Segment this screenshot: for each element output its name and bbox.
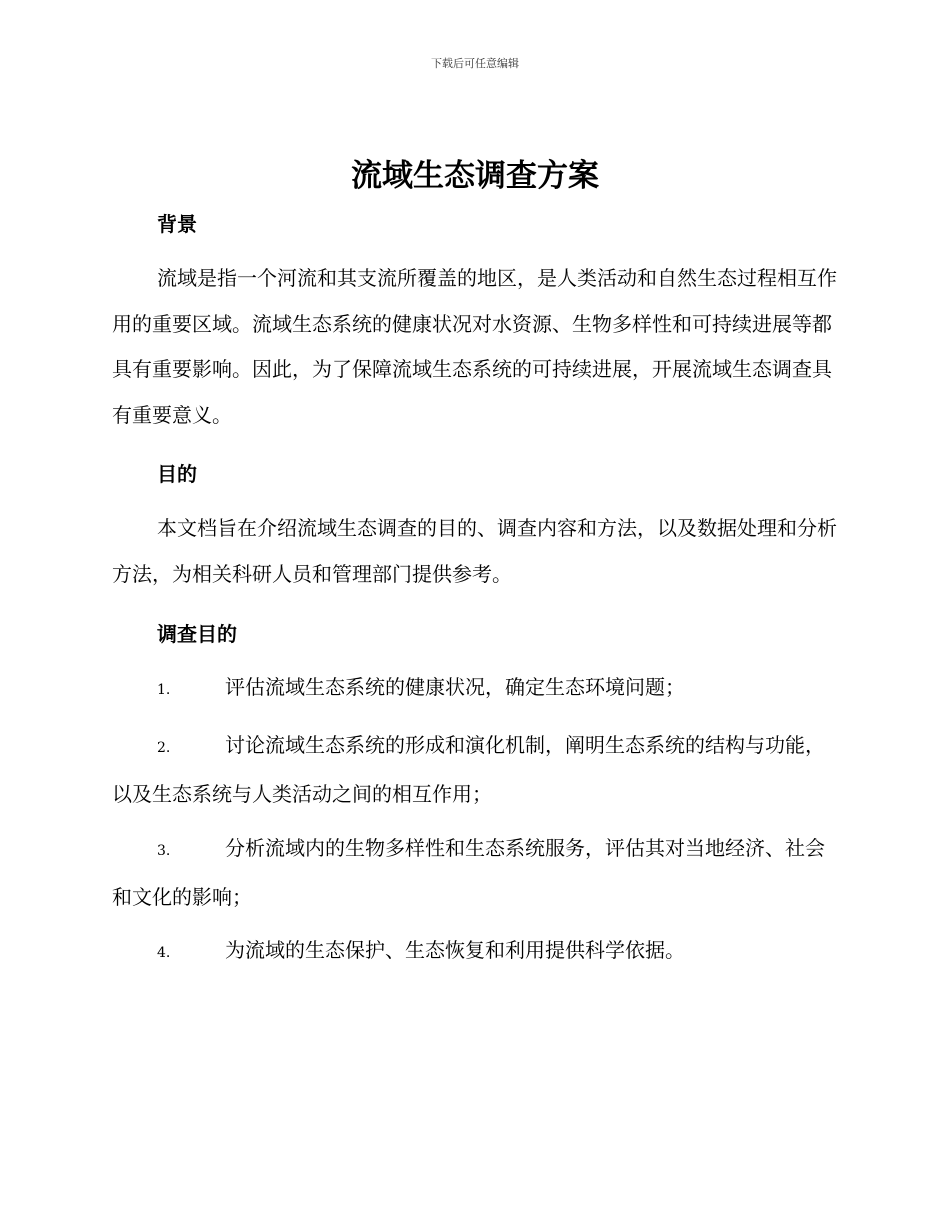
list-item-number: 4.	[157, 945, 171, 961]
list-item	[112, 723, 837, 817]
list-item-text: 讨论流域生态系统的形成和演化机制，阐明生态系统的结构与功能，以及生态系统与人类活动之间的相互作用；	[112, 733, 825, 806]
list-item-text: 分析流域内的生物多样性和生态系统服务，评估其对当地经济、社会和文化的影响；	[112, 836, 825, 909]
list-item	[112, 826, 837, 920]
paragraph-background: 流域是指一个河流和其支流所覆盖的地区，是人类活动和自然生态过程相互作用的重要区域。流域生态系统的健康状况对水资源、生物多样性和可持续进展等都具有重要影响。因此，为了保障流域生态系统的可持续进展，开展流域生态调查具有重要意义。	[112, 266, 837, 427]
list-item-text: 为流域的生态保护、生态恢复和利用提供科学依据。	[225, 938, 685, 962]
section-heading-purpose: 目的	[157, 462, 197, 486]
section-heading-survey-goals: 调查目的	[157, 622, 237, 646]
paragraph-purpose: 本文档旨在介绍流域生态调查的目的、调查内容和方法，以及数据处理和分析方法，为相关科研人员和管理部门提供参考。	[112, 516, 837, 586]
list-item-number: 1.	[157, 682, 171, 698]
list-item-text: 评估流域生态系统的健康状况，确定生态环境问题；	[225, 675, 685, 699]
header-note: 下载后可任意编辑	[431, 57, 519, 70]
document-title: 流域生态调查方案	[351, 158, 599, 194]
list-item-number: 2.	[157, 740, 171, 756]
list-item	[112, 665, 837, 714]
list-item	[112, 928, 837, 977]
section-heading-background: 背景	[157, 212, 197, 236]
list-item-number: 3.	[157, 843, 171, 859]
